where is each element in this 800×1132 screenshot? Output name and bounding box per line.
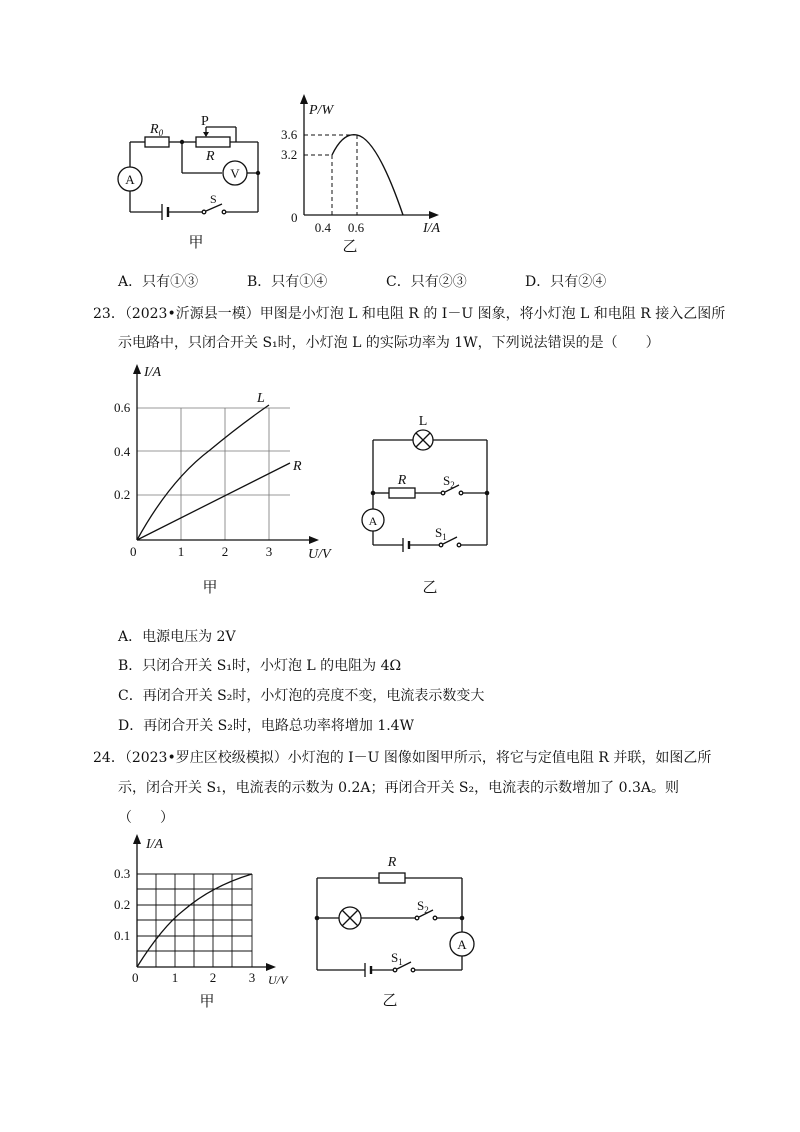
r0-label: R — [150, 122, 159, 137]
q22-circuit-caption: 甲 — [188, 235, 204, 251]
q22-x-tick: 0.6 — [347, 220, 365, 235]
svg-text:S1: $S_1$ — [391, 950, 403, 967]
q22-y-axis-label: P/W — [309, 103, 334, 118]
q23-graph-caption: 甲 — [202, 580, 218, 596]
q24-y-axis-label: I/A — [146, 837, 164, 852]
q24-x-axis-label: U/V — [268, 973, 288, 987]
q23-stem-line1: 23．（2023•沂源县一模）甲图是小灯泡 L 和电阻 R 的 I－U 图象，将小灯泡 L 和电阻 R 接入乙图所 — [93, 306, 726, 322]
svg-text:S2: $S_2$ — [417, 898, 429, 915]
q24-stem-line3: （ ） — [118, 810, 174, 826]
q22-option-c[interactable]: C．只有②③ — [386, 274, 467, 290]
q23-option-d[interactable]: D．再闭合开关 S₂时，电路总功率将增加 1.4W — [118, 718, 414, 734]
q23-x-tick: 3 — [265, 544, 273, 559]
ammeter-label: A — [457, 937, 467, 952]
q22-power-curve — [332, 135, 403, 215]
q22-power-graph — [281, 92, 455, 255]
svg-text:S2: $S_2$ — [443, 473, 455, 490]
q22-option-a[interactable]: A．只有①③ — [118, 274, 199, 290]
curve-l — [137, 405, 269, 540]
q22-origin: 0 — [291, 210, 298, 225]
q24-lamp-curve — [137, 874, 252, 967]
q23-iu-graph — [110, 360, 350, 600]
switch-s2-label: S — [443, 473, 451, 488]
q24-stem-line1: 24．（2023•罗庄区校级模拟）小灯泡的 I－U 图像如图甲所示，将它与定值电阻 R 并联，如图乙所 — [93, 750, 712, 766]
q22-x-axis-label: I/A — [423, 221, 441, 236]
q22-y-tick: 3.6 — [281, 127, 298, 142]
q24-y-tick: 0.1 — [114, 928, 131, 943]
q24-iu-graph — [112, 832, 302, 1017]
curve-r — [137, 463, 290, 540]
q22-y-tick: 3.2 — [281, 147, 298, 162]
switch-s2-label: S — [417, 898, 425, 913]
q23-y-tick: 0.4 — [114, 444, 131, 459]
slider-p-label: P — [201, 114, 209, 129]
q24-y-tick: 0.3 — [114, 866, 131, 881]
q23-option-b[interactable]: B．只闭合开关 S₁时，小灯泡 L 的电阻为 4Ω — [118, 658, 402, 674]
q22-x-tick: 0.4 — [314, 220, 331, 235]
ammeter-label: A — [368, 514, 378, 528]
q23-x-axis-label: U/V — [308, 547, 331, 562]
q24-x-tick: 3 — [248, 970, 256, 985]
switch-s1-label: S — [391, 950, 399, 965]
q24-graph-caption: 甲 — [199, 994, 215, 1010]
curve-l-label: L — [257, 391, 265, 406]
q22-option-b[interactable]: B．只有①④ — [247, 274, 328, 290]
svg-text:S1: $S_1$ — [435, 525, 447, 542]
q23-y-tick: 0.6 — [114, 400, 131, 415]
switch-s1-label: S — [435, 525, 443, 540]
q24-circuit-caption: 乙 — [382, 993, 398, 1009]
q23-x-tick: 1 — [177, 544, 185, 559]
q24-x-tick: 1 — [171, 970, 179, 985]
q24-x-tick: 2 — [209, 970, 217, 985]
q22-graph-caption: 乙 — [342, 239, 358, 255]
q24-circuit-diagram — [305, 848, 485, 1008]
voltmeter-label: V — [230, 166, 240, 181]
svg-text:R0: $R_0$ — [150, 122, 164, 138]
q23-option-a[interactable]: A．电源电压为 2V — [118, 629, 236, 645]
q22-circuit-diagram — [110, 105, 270, 255]
ammeter-label: A — [125, 172, 135, 187]
lamp-label: L — [418, 414, 428, 429]
q24-y-tick: 0.2 — [114, 897, 131, 912]
q23-origin: 0 — [130, 544, 137, 559]
q23-x-tick: 2 — [221, 544, 229, 559]
q24-stem-line2: 示，闭合开关 S₁，电流表的示数为 0.2A；再闭合开关 S₂，电流表的示数增加了 0.3A。则 — [118, 780, 679, 796]
q22-option-d[interactable]: D．只有②④ — [525, 274, 607, 290]
q23-y-tick: 0.2 — [114, 487, 131, 502]
q23-stem-line2: 示电路中，只闭合开关 S₁时，小灯泡 L 的实际功率为 1W，下列说法错误的是（ ） — [118, 335, 660, 351]
resistor-label: R — [387, 855, 397, 870]
rheostat-label: R — [206, 149, 215, 164]
q23-circuit-caption: 乙 — [422, 580, 438, 596]
q23-circuit-diagram — [355, 405, 505, 595]
q24-origin: 0 — [132, 970, 139, 985]
q23-y-axis-label: I/A — [144, 365, 162, 380]
resistor-label: R — [397, 473, 407, 488]
switch-label: S — [210, 192, 217, 206]
curve-r-label: R — [293, 459, 302, 474]
q23-option-c[interactable]: C．再闭合开关 S₂时，小灯泡的亮度不变，电流表示数变大 — [118, 688, 485, 704]
